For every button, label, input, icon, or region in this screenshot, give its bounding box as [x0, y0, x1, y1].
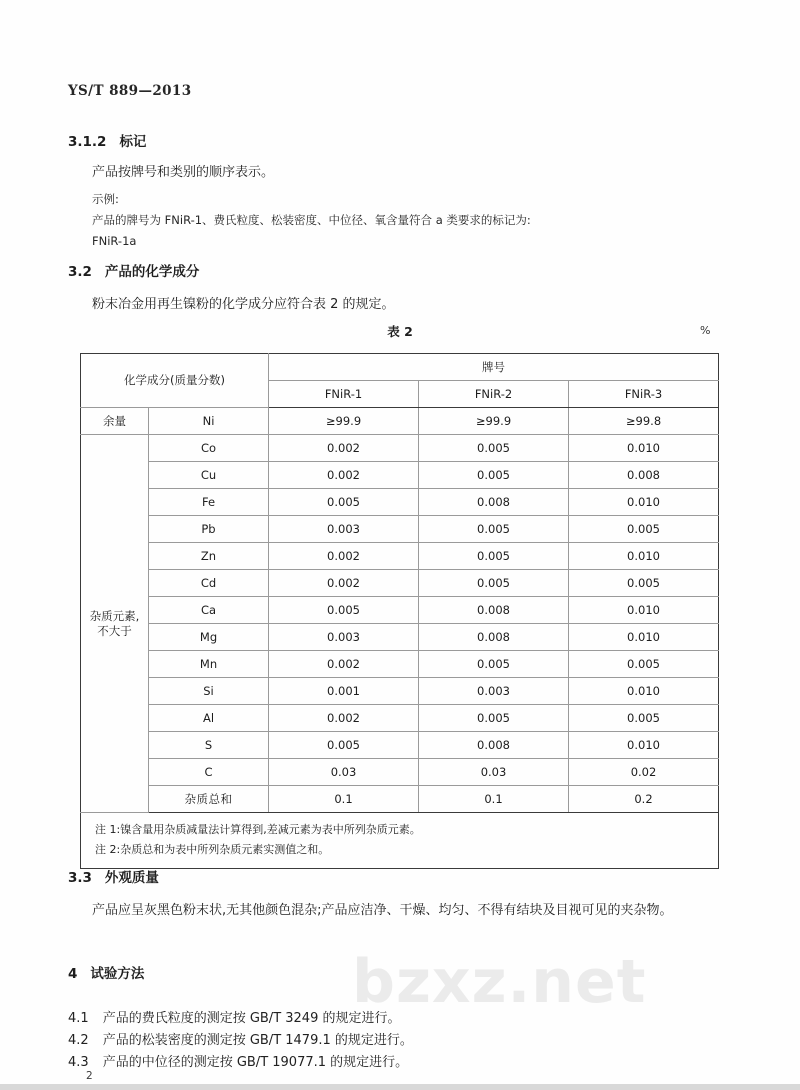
table-row	[81, 732, 719, 759]
cell-value: 0.008	[419, 597, 569, 624]
cell-value: 0.2	[569, 786, 719, 813]
page-bottom-edge	[0, 1084, 800, 1090]
cell-value: 0.005	[419, 705, 569, 732]
group-label-impurity-line-1: 杂质元素,	[89, 609, 140, 624]
cell-value: 0.005	[419, 651, 569, 678]
clause-title: 产品的化学成分	[104, 264, 200, 280]
cell-value: 0.010	[569, 678, 719, 705]
clause-3-2-paragraph: 粉末冶金用再生镍粉的化学成分应符合表 2 的规定。	[92, 297, 395, 312]
table-row	[81, 516, 719, 543]
table-header-row-1	[81, 354, 719, 381]
element-name: Co	[149, 435, 269, 462]
chemical-composition-table-wrapper	[80, 353, 718, 869]
table-notes	[81, 813, 719, 869]
element-name: Mg	[149, 624, 269, 651]
cell-value: 0.001	[269, 678, 419, 705]
clause-heading-3-3	[68, 866, 159, 886]
table-row	[81, 705, 719, 732]
clause-4-3	[68, 1050, 408, 1075]
clause-heading-3-2	[68, 260, 199, 280]
element-name: Ca	[149, 597, 269, 624]
clause-number: 3.1.2	[68, 134, 107, 150]
clause-title: 标记	[119, 134, 147, 150]
element-name: Fe	[149, 489, 269, 516]
table-row	[81, 462, 719, 489]
chemical-composition-table	[80, 353, 719, 869]
table-row	[81, 786, 719, 813]
cell-value: 0.002	[269, 543, 419, 570]
header-grade-group: 牌号	[269, 354, 719, 381]
element-name: Pb	[149, 516, 269, 543]
table-row	[81, 651, 719, 678]
cell-value: 0.002	[269, 462, 419, 489]
cell-value: 0.010	[569, 543, 719, 570]
clause-heading-3-1-2	[68, 130, 146, 150]
cell-value: ≥99.8	[569, 408, 719, 435]
table-note-2: 注 2:杂质总和为表中所列杂质元素实测值之和。	[95, 843, 330, 856]
example-line-1: 产品的牌号为 FNiR-1、费氏粒度、松装密度、中位径、氧含量符合 a 类要求的标记为:	[92, 213, 531, 227]
example-line-2: FNiR-1a	[92, 234, 137, 248]
clause-number: 4	[68, 966, 78, 982]
cell-value: 0.010	[569, 435, 719, 462]
clause-text: 产品的松装密度的测定按 GB/T 1479.1 的规定进行。	[102, 1033, 413, 1048]
cell-value: 0.002	[269, 705, 419, 732]
element-name: Ni	[149, 408, 269, 435]
header-grade-fnir-3: FNiR-3	[569, 381, 719, 408]
header-composition: 化学成分(质量分数)	[81, 354, 269, 408]
cell-value: 0.03	[419, 759, 569, 786]
cell-value: 0.010	[569, 624, 719, 651]
page-number: 2	[86, 1070, 93, 1082]
cell-value: 0.005	[419, 435, 569, 462]
clause-number: 4.2	[68, 1033, 89, 1048]
cell-value: 0.002	[269, 651, 419, 678]
table-row	[81, 489, 719, 516]
clause-title: 试验方法	[90, 966, 145, 982]
cell-value: 0.010	[569, 732, 719, 759]
standard-code-header: YS/T 889—2013	[68, 83, 192, 99]
header-grade-fnir-2: FNiR-2	[419, 381, 569, 408]
cell-value: 0.003	[269, 624, 419, 651]
cell-value: ≥99.9	[419, 408, 569, 435]
cell-value: 0.005	[419, 462, 569, 489]
cell-value: ≥99.9	[269, 408, 419, 435]
cell-value: 0.005	[569, 705, 719, 732]
cell-value: 0.1	[269, 786, 419, 813]
cell-value: 0.005	[419, 570, 569, 597]
table-row	[81, 597, 719, 624]
table-note-1: 注 1:镍含量用杂质减量法计算得到,差减元素为表中所列杂质元素。	[95, 823, 421, 836]
cell-value: 0.008	[419, 624, 569, 651]
table-row	[81, 543, 719, 570]
element-name: Si	[149, 678, 269, 705]
clause-text: 产品的中位径的测定按 GB/T 19077.1 的规定进行。	[102, 1055, 409, 1070]
cell-value: 0.005	[269, 597, 419, 624]
cell-value: 0.005	[269, 489, 419, 516]
cell-value: 0.002	[269, 435, 419, 462]
cell-value: 0.005	[419, 516, 569, 543]
clause-number: 4.3	[68, 1055, 89, 1070]
cell-value: 0.008	[419, 732, 569, 759]
element-name: Cu	[149, 462, 269, 489]
table-row	[81, 570, 719, 597]
clause-number: 3.3	[68, 870, 92, 886]
group-label-balance: 余量	[81, 408, 149, 435]
clause-number: 4.1	[68, 1011, 89, 1026]
table-caption: 表 2	[387, 324, 413, 339]
element-name: Zn	[149, 543, 269, 570]
element-name: Cd	[149, 570, 269, 597]
cell-value: 0.010	[569, 489, 719, 516]
cell-value: 0.005	[419, 543, 569, 570]
cell-value: 0.1	[419, 786, 569, 813]
watermark: bzxz.net	[352, 947, 647, 1017]
example-label: 示例:	[92, 192, 119, 206]
cell-value: 0.005	[569, 516, 719, 543]
table-row	[81, 678, 719, 705]
cell-value: 0.005	[569, 651, 719, 678]
clause-3-3-paragraph: 产品应呈灰黑色粉末状,无其他颜色混杂;产品应洁净、干燥、均匀、不得有结块及目视可见的夹杂物。	[92, 903, 673, 918]
table-unit-label: %	[700, 324, 711, 337]
table-notes-row	[81, 813, 719, 869]
element-name: Mn	[149, 651, 269, 678]
cell-value: 0.010	[569, 597, 719, 624]
cell-value: 0.005	[569, 570, 719, 597]
table-row	[81, 759, 719, 786]
cell-value: 0.003	[419, 678, 569, 705]
element-name: Al	[149, 705, 269, 732]
clause-number: 3.2	[68, 264, 92, 280]
clause-3-1-2-paragraph: 产品按牌号和类别的顺序表示。	[92, 165, 275, 180]
group-label-impurity	[81, 435, 149, 813]
clause-title: 外观质量	[104, 870, 159, 886]
clause-text: 产品的费氏粒度的测定按 GB/T 3249 的规定进行。	[102, 1011, 401, 1026]
cell-value: 0.005	[269, 732, 419, 759]
element-name: C	[149, 759, 269, 786]
element-name: S	[149, 732, 269, 759]
cell-value: 0.003	[269, 516, 419, 543]
element-name: 杂质总和	[149, 786, 269, 813]
cell-value: 0.008	[569, 462, 719, 489]
table-row	[81, 624, 719, 651]
table-row	[81, 435, 719, 462]
header-grade-fnir-1: FNiR-1	[269, 381, 419, 408]
cell-value: 0.002	[269, 570, 419, 597]
cell-value: 0.008	[419, 489, 569, 516]
cell-value: 0.03	[269, 759, 419, 786]
clause-heading-4	[68, 962, 144, 982]
cell-value: 0.02	[569, 759, 719, 786]
table-row	[81, 408, 719, 435]
group-label-impurity-line-2: 不大于	[97, 623, 132, 638]
